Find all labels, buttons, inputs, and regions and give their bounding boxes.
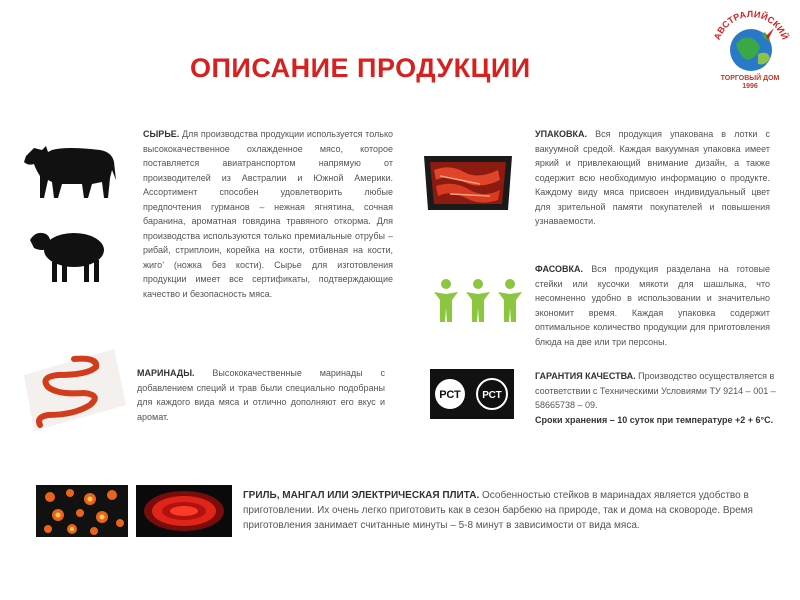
section-raw-materials	[143, 127, 393, 301]
certification-marks-icon	[430, 369, 514, 419]
section-grill-body: Особенностью стейков в маринадах является удобство в приготовлении. Их очень легко приготовить как в сезон барбекю на природе, так и дома на сковороде. Время приготовления занимает считанные минуты – 5-8 минут в зависимости от вида мяса.	[243, 490, 753, 531]
logo-year: 1996	[742, 83, 758, 90]
section-marinades-body: Высококачественные маринады с добавлением специй и трав были специально подобраны для каждого вида мяса и отлично дополняют его вкус и аромат.	[137, 368, 385, 422]
svg-text:РСТ: РСТ	[439, 389, 461, 401]
svg-text:РСТ: РСТ	[482, 390, 502, 401]
section-guarantee	[535, 369, 780, 427]
electric-stove-image	[136, 485, 232, 537]
cow-silhouette-icon	[22, 140, 120, 204]
people-figures-icon	[432, 276, 524, 324]
section-packaging-body: Вся продукция упакована в лотки с вакуумной средой. Каждая вакуумная упаковка имеет яркий и привлекающий внимание дизайн, а также содержит всю необходимую информацию о продукте. Каждому виду мяса присвоен индивидуальный цвет для зрительной памяти покупателей и повышения узнаваемости.	[535, 129, 770, 226]
logo-arc-text: АВСТРАЛИЙСКИЙ	[711, 8, 791, 42]
section-marinades-heading: МАРИНАДЫ.	[137, 368, 195, 378]
charcoal-grill-image	[36, 485, 128, 537]
section-guarantee-heading: ГАРАНТИЯ КАЧЕСТВА.	[535, 371, 636, 381]
section-packaging-heading: УПАКОВКА.	[535, 129, 588, 139]
section-grill	[243, 488, 788, 533]
meat-tray-image	[420, 150, 516, 216]
marinade-swirl-image	[18, 345, 130, 433]
section-portioning-body: Вся продукция разделана на готовые стейки или кусочки мякоти для шашлыка, что несомненно удобно в использовании и значительно экономит время. Каждая упаковка содержит оптимальное количество продукции для приготовления блюда на две или три персоны.	[535, 264, 770, 347]
section-raw-body: Для производства продукции используется только высококачественное охлажденное мясо, которое поставляется авиатранспортом напрямую от производителей из Австралии и Южной Америки. Ассортимент способен удовлетворить любые предпочтения гурманов – нежная ягнятина, сочная баранина, ароматная говядина травяного откорма. Для производства используются только премиальные отрубы – рибай, стриплоин, корейка на кости, отбивная на кости, жиго’ (ножка без кости). Сырье для изготовления продукции имеет все сертификаты, подтверждающие качество и безопасность мяса.	[143, 129, 393, 299]
section-guarantee-body: Производство осуществляется в соответствии с Техническими Условиями ТУ 9214 – 001 – 58665738 – 09.	[535, 371, 776, 410]
logo-brand	[702, 75, 798, 91]
section-packaging	[535, 127, 770, 229]
section-grill-heading: ГРИЛЬ, МАНГАЛ ИЛИ ЭЛЕКТРИЧЕСКАЯ ПЛИТА.	[243, 490, 480, 501]
storage-terms: Сроки хранения – 10 суток при температуре +2 + 6°С.	[535, 414, 774, 425]
sheep-silhouette-icon	[28, 226, 110, 286]
logo-brand-name: ТОРГОВЫЙ ДОМ	[720, 75, 780, 82]
section-portioning	[535, 262, 770, 349]
section-marinades	[137, 366, 385, 424]
section-raw-heading: СЫРЬЕ.	[143, 129, 180, 139]
company-logo	[708, 6, 794, 106]
page-title: ОПИСАНИЕ ПРОДУКЦИИ	[190, 53, 531, 83]
section-portioning-heading: ФАСОВКА.	[535, 264, 584, 274]
